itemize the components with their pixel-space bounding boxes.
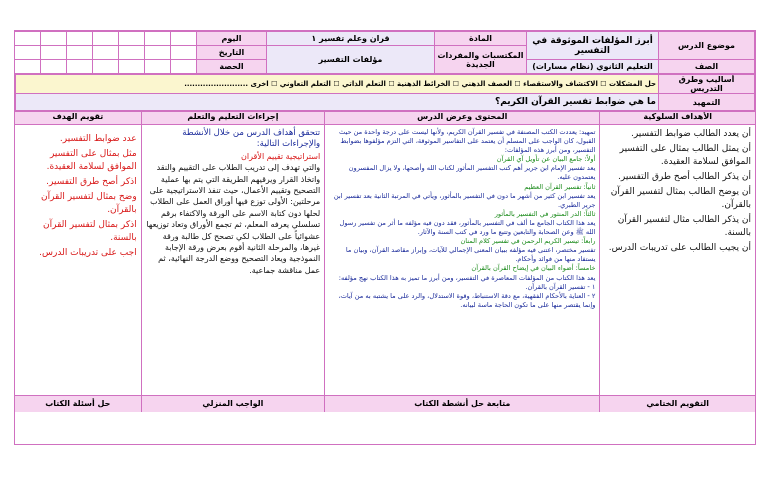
- objectives-list: [600, 125, 755, 260]
- book-questions: حل أسئلة الكتاب: [45, 399, 111, 408]
- lesson-topic: أبرز المؤلفات الموثوقة في التفسير: [527, 32, 659, 60]
- date-cell[interactable]: [93, 46, 119, 60]
- objective-item: أن يجيب الطالب على تدريبات الدرس.: [608, 243, 751, 253]
- objective-item: أن يذكر الطالب أصح طرق التفسير.: [618, 172, 751, 182]
- content-body: [325, 125, 599, 313]
- period-cell[interactable]: [119, 60, 145, 74]
- objective-item: أن يمثل الطالب بمثال على التفسير الموافق لسلامة العقيدة.: [619, 144, 751, 167]
- objective-item: أن يعدد الطالب ضوابط التفسير.: [630, 129, 751, 139]
- content-title: المحتوى وعرض الدرس: [325, 112, 599, 125]
- day-cell[interactable]: [145, 32, 171, 46]
- date-cell[interactable]: [15, 46, 41, 60]
- assessment-item: مثل بمثال على التفسير الموافق لسلامة العقيدة.: [46, 149, 137, 172]
- day-cell[interactable]: [67, 32, 93, 46]
- objectives-title: الأهداف السلوكية: [600, 112, 755, 125]
- assessment-title: تقويم الهدف: [15, 112, 141, 125]
- intro-label: التمهيد: [659, 94, 755, 111]
- content-heading: أولاً: جامع البيان عن تأويل آي القرآن: [496, 155, 596, 164]
- content-paragraph: يعد تفسير ابن كثير من أشهر ما دون في التفسير بالمأثور، ويأتي في المرتبة الثانية بعد تفسير ابن جرير الطبري.: [333, 191, 596, 209]
- procedures-body: [142, 125, 325, 279]
- period-cell[interactable]: [15, 60, 41, 74]
- day-cell[interactable]: [171, 32, 197, 46]
- header-table: [14, 31, 755, 74]
- content-heading: رابعاً: تيسير الكريم الرحمن في تفسير كلام المنان: [460, 237, 596, 246]
- period-label: الحصة: [197, 60, 267, 74]
- vocab-value: مؤلفات التفسير: [267, 46, 435, 74]
- content-heading: ثانياً: تفسير القرآن العظيم: [524, 182, 596, 191]
- lesson-body: [15, 111, 755, 395]
- period-cell[interactable]: [93, 60, 119, 74]
- content-paragraph: تفسير مختصر، اعتنى فيه مؤلفه ببيان المعنى الإجمالي للآيات، وإبراز مقاصد القرآن، وبيان ما يستفاد منها من فوائد وأحكام.: [345, 246, 596, 264]
- period-cell[interactable]: [145, 60, 171, 74]
- content-heading: خامساً: أضواء البيان في إيضاح القرآن بالقرآن: [471, 264, 596, 273]
- final-assessment-label: التقويم الختامي: [599, 396, 755, 412]
- assessment-item: اجب على تدريبات الدرس.: [39, 248, 137, 258]
- date-cell[interactable]: [67, 46, 93, 60]
- final-assessment-row: [15, 395, 755, 412]
- subject-value: قران وعلم تفسير ١: [267, 32, 435, 46]
- day-cell[interactable]: [41, 32, 67, 46]
- date-cell[interactable]: [41, 46, 67, 60]
- date-cell[interactable]: [119, 46, 145, 60]
- content-list-item: ٢ - العناية بالأحكام الفقهية، مع دقة الاستنباط، وقوة الاستدلال، والرد على ما يشتبه به من آيات، وإنما يقتصر منها على ما تكون الحاجة ماسة لبيانه.: [338, 291, 596, 309]
- book-activities: متابعة حل أنشطة الكتاب: [324, 396, 599, 412]
- day-cell[interactable]: [93, 32, 119, 46]
- objectives-column: [599, 112, 755, 395]
- content-heading: ثالثاً: الدر المنثور في التفسير بالمأثور: [494, 209, 596, 218]
- procedures-text: والتي تهدف إلى تدريب الطلاب على التقييم والنقد واتخاذ القرار ويرقيهم الطريقة التي يتم بها عملية التصحيح وتقييم الأعمال، حيث تنفذ الاستراتيجية على مرحلتين: الأولى توزع فيها أوراق العمل على الطلاب لحلها دون كتابة الاسم على الورقة والاكتفاء برقم تسلسلي يعرفه المعلم، ثم تجمع الأوراق وتعاد توزيعها عشوائياً على الطلاب لكي تصحح كل طالبة ورقة غيرها، والمرحلة الثانية أقوم بعرض ورقة الإجابة النموذجية ويعاد التصحيح ووضع الدرجة النهائية، ثم عمل مناقشة جماعية.: [146, 163, 321, 275]
- intro-question: ما هي ضوابط تفسير القرآن الكريم؟: [16, 94, 659, 111]
- period-cell[interactable]: [41, 60, 67, 74]
- period-cell[interactable]: [67, 60, 93, 74]
- objective-item: أن يوضح الطالب بمثال لتفسير القرآن بالقرآن.: [610, 187, 751, 210]
- day-cell[interactable]: [119, 32, 145, 46]
- objective-item: أن يذكر الطالب مثال لتفسير القرآن بالسنة.: [617, 215, 751, 238]
- period-cell[interactable]: [171, 60, 197, 74]
- assessment-item: اذكر بمثال لتفسير القرآن بالسنة.: [43, 220, 137, 243]
- subject-label: المادة: [435, 32, 527, 46]
- assessment-item: اذكر أصح طرق التفسير.: [46, 177, 137, 187]
- procedures-title: إجراءات التعليم والتعلم: [142, 112, 325, 125]
- content-paragraph: يعد هذا الكتاب الجامع ما ألف في التفسير بالمأثور، فقد دون فيه مؤلفه ما أثر من تفسير رسول الله ﷺ وعن الصحابة والتابعين وتتبع ما ورد في كتب السنة والآثار.: [339, 218, 596, 237]
- lesson-topic-label: موضوع الدرس: [659, 32, 755, 60]
- methods-label: أساليب وطرق التدريس: [659, 75, 755, 94]
- date-cell[interactable]: [171, 46, 197, 60]
- content-paragraph: يعد هذا الكتاب من المؤلفات المعاصرة في التفسير، ومن أبرز ما تميز به هذا الكتاب نهج مؤلفه:: [338, 273, 596, 282]
- day-cell[interactable]: [15, 32, 41, 46]
- content-column: [324, 112, 599, 395]
- content-paragraph: تمهيد: يعددت الكتب المصنفة في تفسير القرآن الكريم، ولأنها ليست على درجة واحدة من حيث القبول، كان الواجب على المسلم أن يعتمد على التفاسير الموثوقة، التي التزم مؤلفوها بضوابط التفسير، ومن أبرز هذه المؤلفات:: [339, 128, 596, 155]
- date-label: التاريخ: [197, 46, 267, 60]
- prior-knowledge-label: المكتسبات والمفردات الجديدة: [435, 46, 527, 74]
- methods-options[interactable]: حل المشكلات ☐ الاكتشاف والاستقصاء ☐ العصف الذهني ☐ الخرائط الذهنية ☐ التعلم الذاتي ☐ التعلم التعاوني ☐ اخرى ........................: [16, 75, 659, 94]
- methods-table: [15, 74, 755, 111]
- homework: الواجب المنزلي: [141, 396, 325, 412]
- strategy-title: استراتيجية تقييم الأقران: [241, 151, 321, 161]
- content-paragraph: يعد تفسير الإمام ابن جرير أهم كتب التفسير المأثور لكتاب الله وأصحها، ولا يزال المفسرون يعتمدون عليه.: [348, 164, 596, 182]
- assessment-item: وضح بمثال لتفسير القرآن بالقرآن.: [40, 192, 137, 215]
- assessment-column: [15, 112, 141, 395]
- content-list-item: ١ - تفسير القرآن بالقرآن.: [525, 282, 596, 291]
- day-label: اليوم: [197, 32, 267, 46]
- procedures-intro: تتحقق أهداف الدرس من خلال الأنشطة والإجراءات التالية:: [182, 128, 321, 150]
- grade-label: الصف: [659, 60, 755, 74]
- date-cell[interactable]: [145, 46, 171, 60]
- assessment-list: [15, 125, 141, 265]
- lesson-plan-sheet: [14, 30, 756, 445]
- grade-value: التعليم الثانوي (نظام مسارات): [527, 60, 659, 74]
- assessment-item: عدد ضوابط التفسير.: [59, 134, 137, 144]
- procedures-column: [141, 112, 325, 395]
